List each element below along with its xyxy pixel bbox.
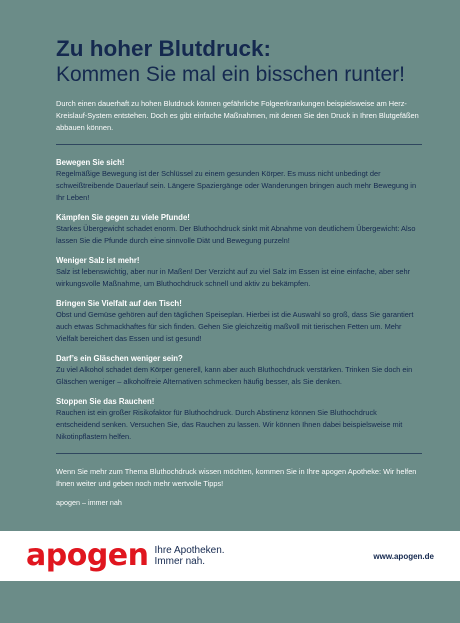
page-title: Zu hoher Blutdruck: xyxy=(56,36,271,61)
section-text: Salz ist lebenswichtig, aber nur in Maßen! Der Verzicht auf zu viel Salz im Essen ist eine einfache, aber sehr wirkungsvolle Maßnahme, um Bluthochdruck schnell und aktiv zu bekämpfen. xyxy=(56,267,411,288)
divider-top xyxy=(56,144,422,145)
divider-bottom xyxy=(56,453,422,454)
brand-claim xyxy=(155,545,225,567)
section-text: Obst und Gemüse gehören auf den täglichen Speiseplan. Hierbei ist die Auswahl so groß, dass Sie garantiert auch etwas Schmackhaftes für sich finden. Gehen Sie gleichzeitig maßvoll mit tierischen Fetten um. Mehr Vielfalt bereichert das Essen und ist gesund! xyxy=(56,310,414,343)
section-heading: Darf’s ein Gläschen weniger sein? xyxy=(56,354,183,363)
section-salt xyxy=(56,255,422,290)
section-text: Rauchen ist ein großer Risikofaktor für Bluthochdruck. Durch Abstinenz können Sie Bluthochdruck entscheidend senken. Versuchen Sie, das Rauchen zu lassen. Wir können Ihnen dabei beispielsweise mit Nikotinpflastern helfen. xyxy=(56,408,403,441)
tagline: apogen – immer nah xyxy=(56,498,122,507)
outro-text: Wenn Sie mehr zum Thema Bluthochdruck wissen möchten, kommen Sie in Ihre apogen Apotheke: Wir helfen Ihnen weiter und geben noch mehr wertvolle Tipps! xyxy=(56,467,417,488)
intro-text: Durch einen dauerhaft zu hohen Blutdruck können gefährliche Folgeerkrankungen beispielsweise am Herz-Kreislauf-System entstehen. Doch es gibt einfache Maßnahmen, mit denen Sie den Druck in Ihren Blutgefäßen abbauen können. xyxy=(56,99,419,132)
section-variety xyxy=(56,298,422,345)
section-heading: Bringen Sie Vielfalt auf den Tisch! xyxy=(56,299,182,308)
claim-line-2: Immer nah. xyxy=(154,556,206,567)
section-weight xyxy=(56,212,422,247)
section-smoking xyxy=(56,396,422,443)
section-heading: Stoppen Sie das Rauchen! xyxy=(56,397,155,406)
brand-logo-block xyxy=(26,538,225,573)
section-text: Regelmäßige Bewegung ist der Schlüssel zu einem gesunden Körper. Es muss nicht unbedingt der schweißtreibende Dauerlauf sein. Längere Spaziergänge oder Wanderungen bringen auch mehr Bewegung in Ihr Leben! xyxy=(56,169,417,202)
footer-bar xyxy=(0,531,460,581)
section-text: Zu viel Alkohol schadet dem Körper generell, kann aber auch Bluthochdruck verstärken. Trinken Sie doch ein Gläschen weniger – alkoholfreie Alternativen schmecken häufig besser, als Sie denken. xyxy=(56,365,413,386)
section-exercise xyxy=(56,157,422,204)
section-alcohol xyxy=(56,353,422,388)
page-subtitle: Kommen Sie mal ein bisschen runter! xyxy=(56,63,405,86)
section-text: Starkes Übergewicht schadet enorm. Der Bluthochdruck sinkt mit Abnahme von deutlichem Übergewicht: Also lassen Sie die Pfunde durch eine sinnvolle Diät und Bewegung purzeln! xyxy=(56,224,416,245)
website-link[interactable]: www.apogen.de xyxy=(373,551,434,561)
flyer-content xyxy=(56,36,422,507)
section-heading: Bewegen Sie sich! xyxy=(56,158,125,167)
section-heading: Weniger Salz ist mehr! xyxy=(56,256,140,265)
section-heading: Kämpfen Sie gegen zu viele Pfunde! xyxy=(56,213,190,222)
apogen-logo: apogen xyxy=(26,538,149,573)
claim-line-1: Ihre Apotheken. xyxy=(154,545,225,556)
